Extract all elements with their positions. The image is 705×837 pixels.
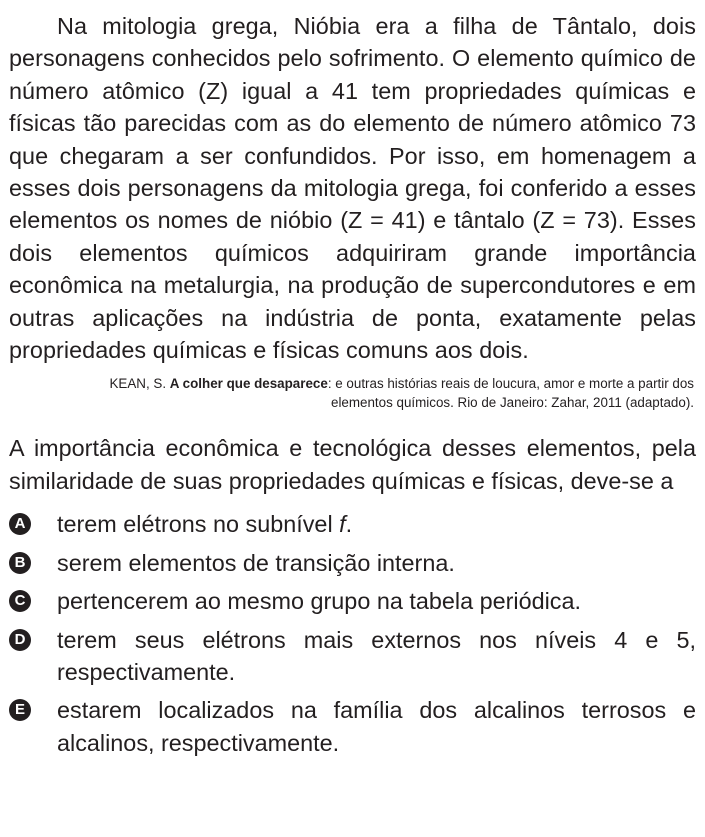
option-c[interactable]	[9, 585, 696, 617]
option-a-text-main: terem elétrons no subnível	[57, 511, 340, 538]
option-a[interactable]	[9, 508, 696, 540]
answer-options	[9, 508, 696, 759]
option-b-text: serem elementos de transição interna.	[57, 549, 455, 576]
option-b-letter-badge: B	[9, 552, 31, 574]
option-b[interactable]	[9, 547, 696, 579]
option-c-letter-badge: C	[9, 590, 31, 612]
citation-author: KEAN, S.	[109, 376, 170, 392]
option-d-text: terem seus elétrons mais externos nos níveis 4 e 5, respectivamente.	[57, 626, 696, 685]
citation-book-title: A colher que desaparece	[169, 376, 328, 392]
option-e-letter-badge: E	[9, 699, 31, 721]
citation-details: : e outras histórias reais de loucura, amor e morte a partir dos elementos químicos. Rio de Janeiro: Zahar, 2011 (adaptado).	[327, 376, 694, 411]
option-d-letter-badge: D	[9, 629, 31, 651]
question-stem: A importância econômica e tecnológica desses elementos, pela similaridade de suas propriedades químicas e físicas, deve-se a	[9, 435, 696, 494]
option-d[interactable]	[9, 624, 696, 689]
option-a-text	[57, 508, 696, 540]
option-a-text-italic: f	[339, 511, 346, 538]
option-a-text-end: .	[345, 511, 353, 538]
option-e[interactable]	[9, 694, 696, 759]
passage-text: Na mitologia grega, Nióbia era a filha de Tântalo, dois personagens conhecidos pelo sofrimento. O elemento químico de número atômico (Z) igual a 41 tem propriedades químicas e físicas tão parecidas com as do elemento de número atômico 73 que chegaram a ser confundidos. Por isso, em homenagem a esses dois personagens da mitologia grega, foi conferido a esses elementos os nomes de nióbio (Z = 41) e tântalo (Z = 73). Esses dois elementos químicos adquiriram grande importância econômica na metalurgia, na produção de supercondutores e em outras aplicações na indústria de ponta, exatamente pelas propriedades químicas e físicas comuns aos dois.	[9, 13, 696, 364]
option-a-letter-badge: A	[9, 513, 31, 535]
option-c-text: pertencerem ao mesmo grupo na tabela periódica.	[57, 588, 581, 615]
option-e-text: estarem localizados na família dos alcalinos terrosos e alcalinos, respectivamente.	[57, 697, 696, 756]
citation	[69, 374, 694, 412]
